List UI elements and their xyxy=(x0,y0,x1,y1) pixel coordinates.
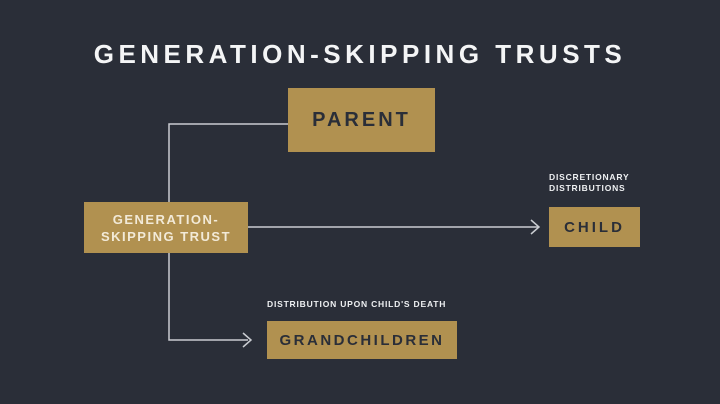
node-grandchildren-label: GRANDCHILDREN xyxy=(279,331,445,349)
connector-trust-to-grandchildren xyxy=(169,253,248,340)
edge-label-discretionary-line2: DISTRIBUTIONS xyxy=(549,182,626,193)
node-parent-label: PARENT xyxy=(312,108,411,131)
edge-label-distribution-upon-childs-death: DISTRIBUTION UPON CHILD'S DEATH xyxy=(267,299,447,309)
diagram-title: GENERATION-SKIPPING TRUSTS xyxy=(93,39,627,69)
edge-label-discretionary-line1: DISCRETIONARY xyxy=(549,172,630,182)
node-generation-skipping-trust xyxy=(84,202,248,253)
node-parent xyxy=(288,88,435,152)
edge-label-discretionary-distributions xyxy=(549,172,629,193)
node-gst-label-line1: GENERATION- xyxy=(112,211,220,227)
connector-parent-to-trust xyxy=(169,124,288,202)
node-child xyxy=(549,207,640,247)
node-child-label: CHILD xyxy=(564,218,625,236)
node-grandchildren xyxy=(267,321,457,359)
node-gst-label-line2: SKIPPING TRUST xyxy=(100,228,232,244)
